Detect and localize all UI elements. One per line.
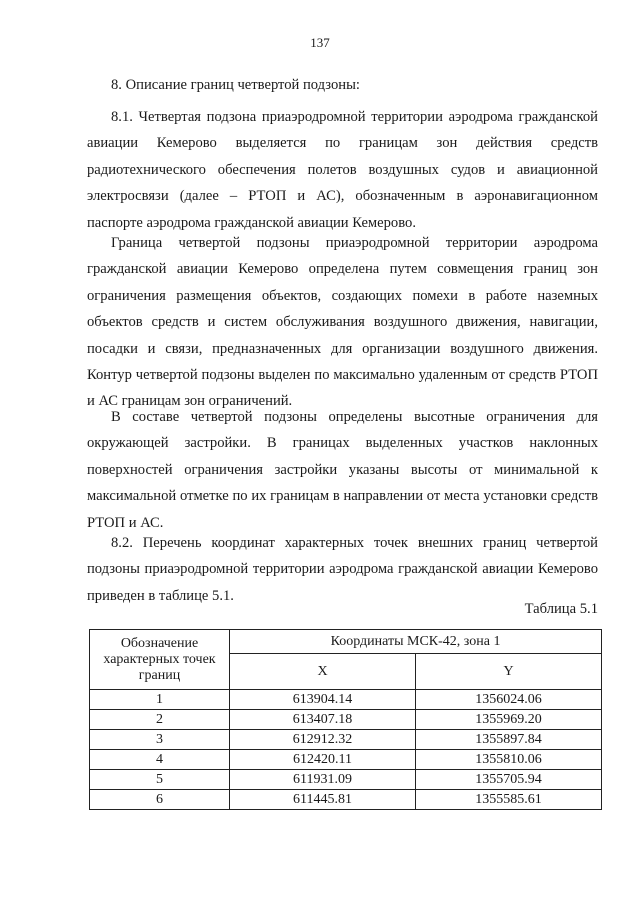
paragraph-text: Граница четвертой подзоны приаэродромной территории аэродрома гражданской авиации Кемерово определена путем совмещения границ зон ограничения размещения объектов, создающих помехи в работе наземных объектов средств и систем обслуживания воздушного движения, навигации, посадки и связи, предназначенных для организации воздушного движения. Контур четвертой подзоны выделен по максимально удаленным от средств РТОП и АС границам зон ограничений. <box>87 235 598 410</box>
table-caption: Таблица 5.1 <box>524 601 598 617</box>
coord-x: 612912.32 <box>230 730 416 750</box>
coord-x: 613407.18 <box>230 710 416 730</box>
coord-y: 1355810.06 <box>416 750 602 770</box>
coord-y: 1355585.61 <box>416 790 602 810</box>
point-number: 1 <box>90 690 230 710</box>
coord-y: 1355897.84 <box>416 730 602 750</box>
paragraph-text: 8.1. Четвертая подзона приаэродромной территории аэродрома гражданской авиации Кемерово выделяется по границам зон действия средств радиотехнического обеспечения полетов воздушных судов и авиационной электросвязи (далее – РТОП и АС), обозначенным в аэронавигационном паспорте аэродрома гражданской авиации Кемерово. <box>87 109 598 231</box>
point-number: 3 <box>90 730 230 750</box>
paragraph-height-limits <box>87 404 598 536</box>
paragraph-8-1 <box>87 104 598 236</box>
header-coordinates: Координаты МСК-42, зона 1 <box>230 630 602 654</box>
page-number: 137 <box>310 35 330 50</box>
coord-y: 1355969.20 <box>416 710 602 730</box>
coordinates-table <box>89 629 602 810</box>
coord-x: 612420.11 <box>230 750 416 770</box>
point-number: 6 <box>90 790 230 810</box>
coord-x: 611931.09 <box>230 770 416 790</box>
table-row <box>90 790 602 810</box>
point-number: 2 <box>90 710 230 730</box>
paragraph-8-2 <box>87 530 598 609</box>
coord-x: 613904.14 <box>230 690 416 710</box>
table-row <box>90 750 602 770</box>
paragraph-text: 8.2. Перечень координат характерных точек внешних границ четвертой подзоны приаэродромной территории аэродрома гражданской авиации Кемерово приведен в таблице 5.1. <box>87 535 598 604</box>
section-heading: 8. Описание границ четвертой подзоны: <box>111 77 360 93</box>
header-x: X <box>230 654 416 690</box>
paragraph-border <box>87 230 598 415</box>
header-point-designation: Обозначение характерных точек границ <box>90 630 230 690</box>
paragraph-text: В составе четвертой подзоны определены высотные ограничения для окружающей застройки. В границах выделенных участков наклонных поверхностей ограничения застройки указаны высоты от минимальной к максимальной отметке по их границам в направлении от места установки средств РТОП и АС. <box>87 409 598 531</box>
table-row <box>90 770 602 790</box>
table-row <box>90 730 602 750</box>
point-number: 5 <box>90 770 230 790</box>
table-row <box>90 690 602 710</box>
header-y: Y <box>416 654 602 690</box>
coord-y: 1356024.06 <box>416 690 602 710</box>
point-number: 4 <box>90 750 230 770</box>
table-row <box>90 710 602 730</box>
coord-y: 1355705.94 <box>416 770 602 790</box>
coord-x: 611445.81 <box>230 790 416 810</box>
